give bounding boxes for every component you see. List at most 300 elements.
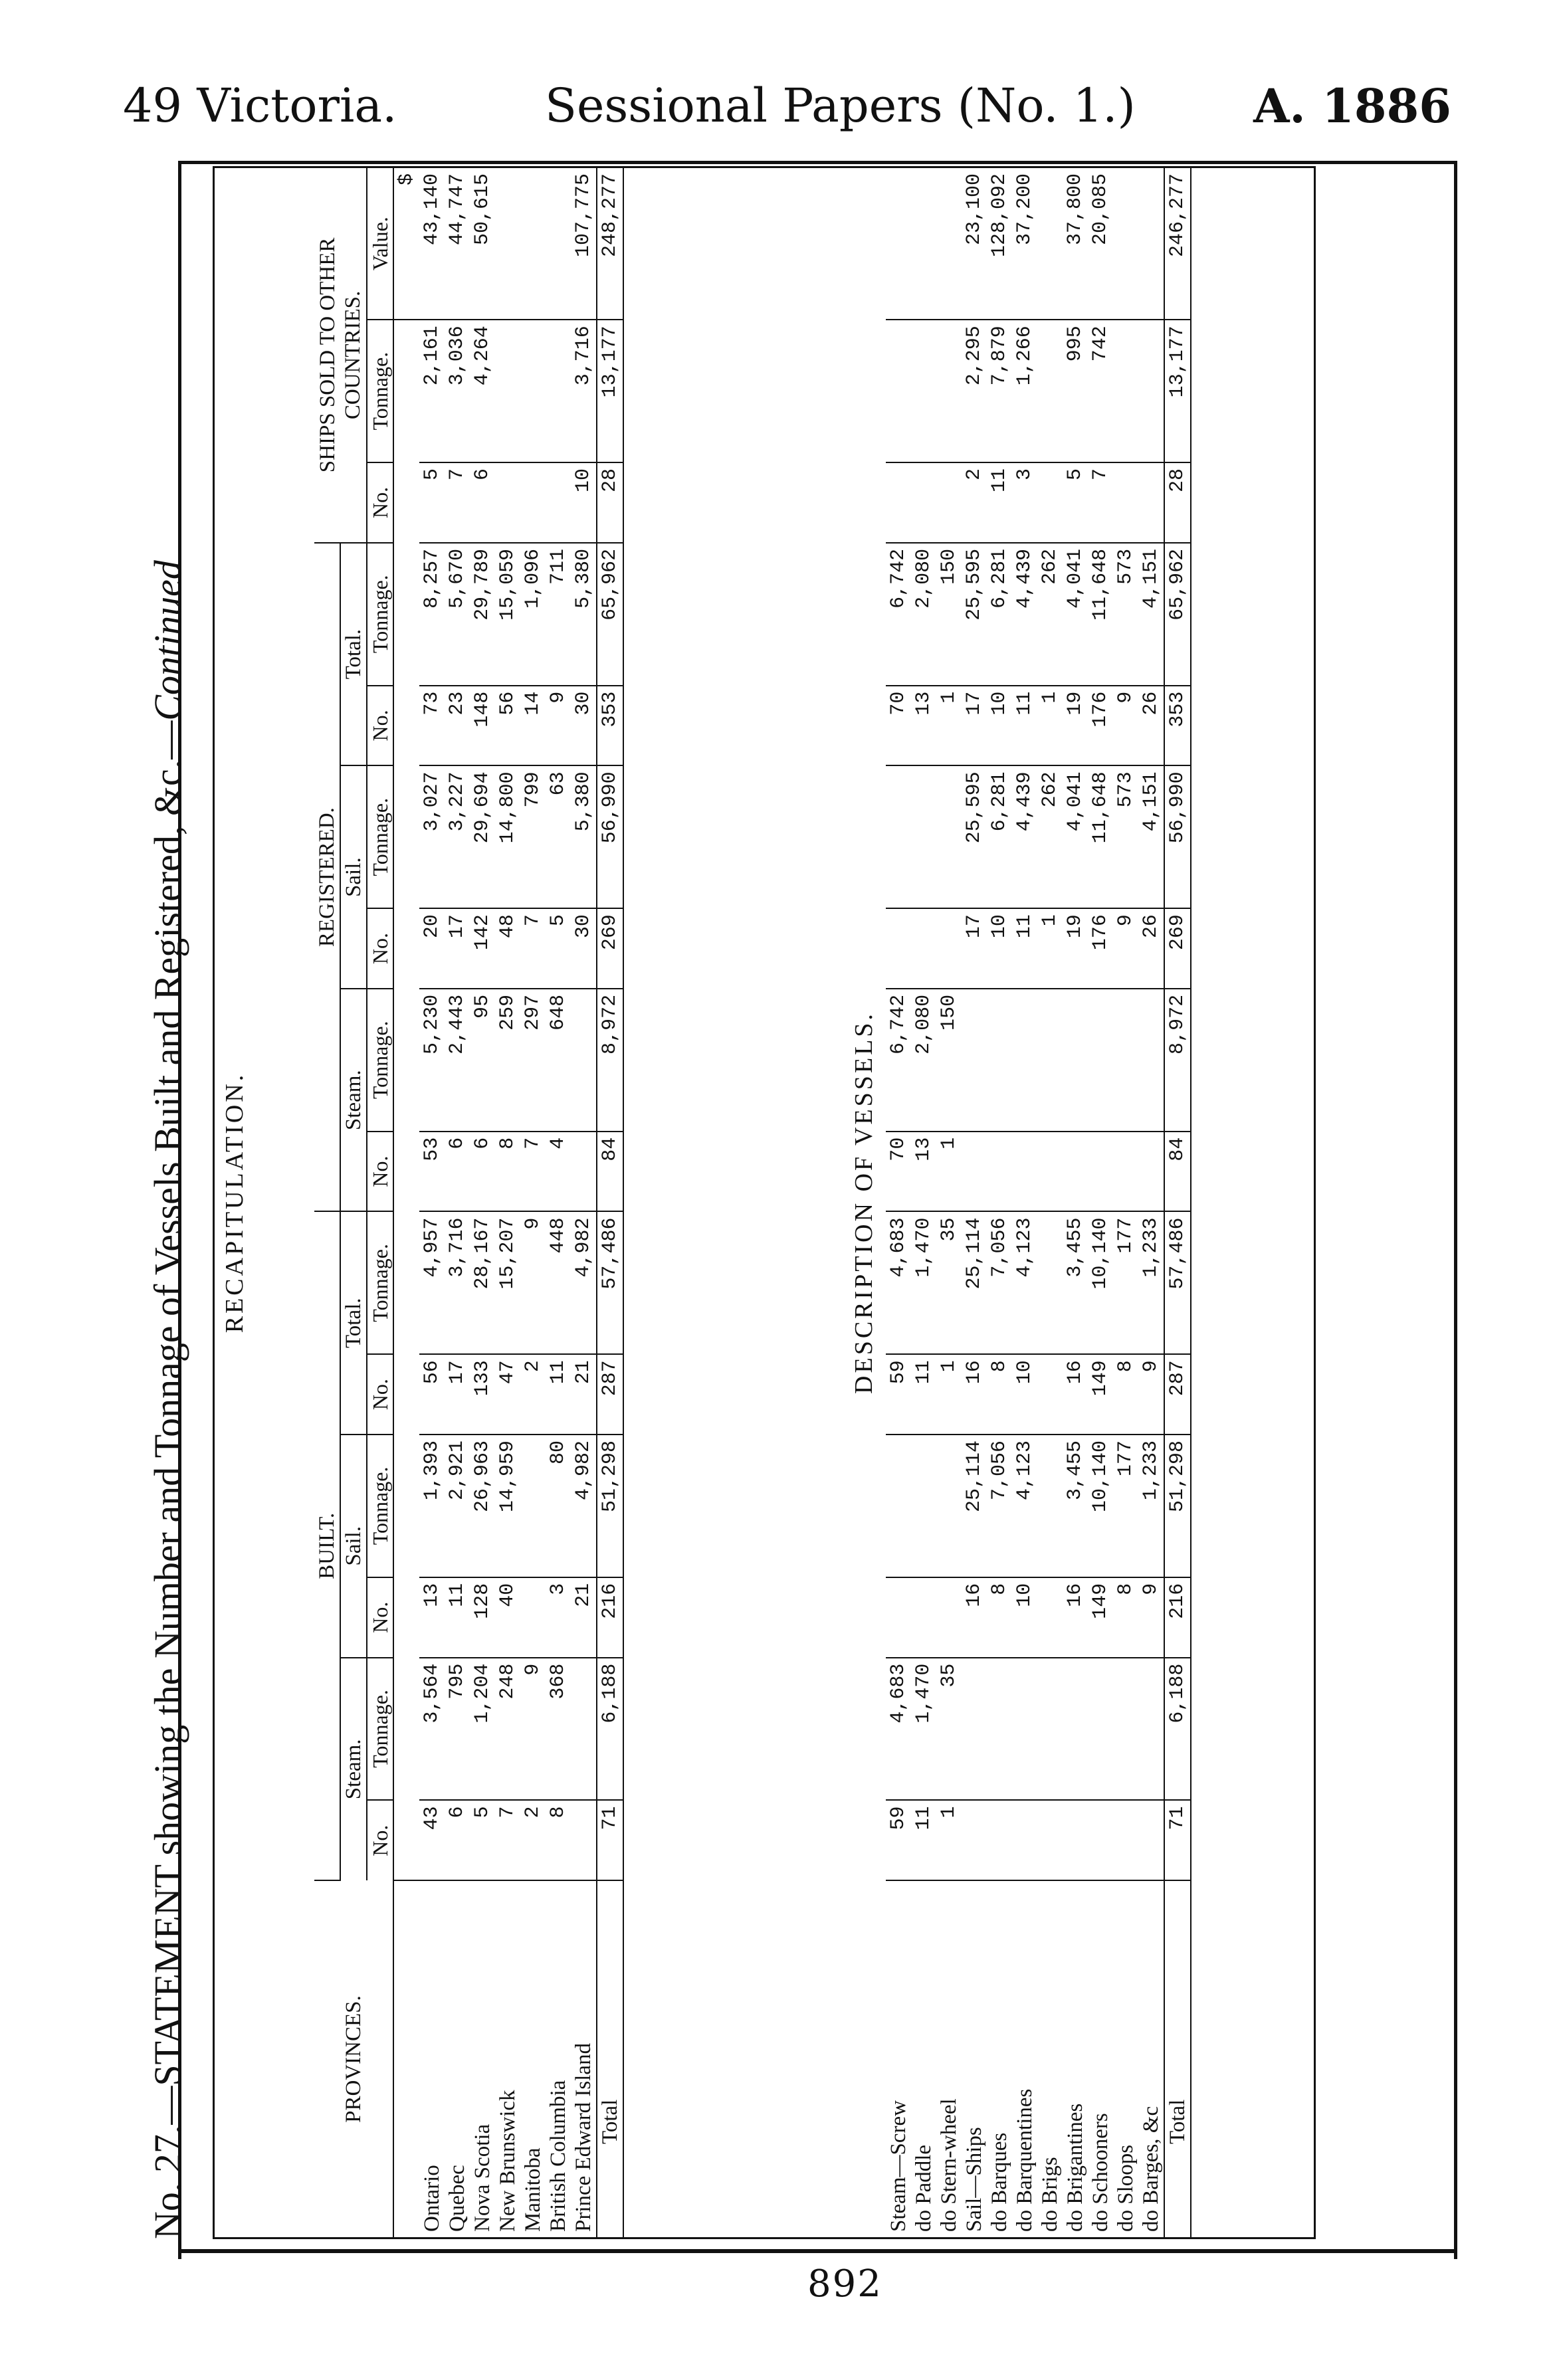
desc-cell: 3 (1012, 462, 1037, 543)
desc-cell: 1 (1037, 686, 1063, 766)
desc-cell: 59 (886, 1354, 911, 1435)
recap-cell: 142 (470, 908, 495, 989)
desc-cell: 995 (1063, 320, 1088, 462)
recap-cell: 2,921 (445, 1435, 470, 1577)
recap-cell: 73 (419, 686, 445, 766)
built-header: BUILT. (314, 1211, 340, 1880)
desc-cell: 25,595 (962, 543, 987, 686)
desc-row-label: do Sloops (1114, 2144, 1138, 2232)
title-continued: Continued (146, 560, 189, 721)
recap-total-cell: 56,990 (597, 765, 623, 908)
desc-cell: 1,470 (911, 1658, 936, 1801)
recap-cell: 10 (571, 462, 597, 543)
recap-cell: 15,207 (495, 1211, 520, 1354)
recap-cell: 13 (419, 1577, 445, 1658)
recap-cell: 2 (520, 1800, 546, 1880)
desc-row (1037, 168, 1063, 2237)
desc-row (1088, 168, 1113, 2237)
recap-cell: 4,957 (419, 1211, 445, 1354)
recap-cell: 4,264 (470, 320, 495, 462)
desc-cell: 742 (1088, 320, 1113, 462)
desc-cell (1138, 989, 1164, 1132)
desc-cell: 10,140 (1088, 1435, 1113, 1577)
desc-cell (1037, 168, 1063, 320)
subheader-tonnage-13: Tonnage. (367, 320, 393, 462)
desc-cell: 25,595 (962, 765, 987, 908)
desc-cell: 37,800 (1063, 168, 1088, 320)
desc-cell (1063, 1658, 1088, 1801)
recap-cell: 7 (520, 908, 546, 989)
desc-cell: 20,085 (1088, 168, 1113, 320)
recap-cell (546, 168, 571, 320)
desc-cell (911, 1577, 936, 1658)
desc-cell: 176 (1088, 908, 1113, 989)
desc-cell: 4,439 (1012, 543, 1037, 686)
desc-cell: 17 (962, 686, 987, 766)
desc-cell: 573 (1113, 765, 1138, 908)
recap-cell (520, 1577, 546, 1658)
recap-cell: 50,615 (470, 168, 495, 320)
desc-cell: 10 (987, 908, 1012, 989)
desc-cell (911, 1435, 936, 1577)
desc-total-row (1164, 168, 1191, 2237)
subheader-no-8: No. (367, 908, 393, 989)
recap-cell: 47 (495, 1354, 520, 1435)
recap-cell: 3,716 (445, 1211, 470, 1354)
recapitulation-title: RECAPITULATION. (221, 1072, 249, 1334)
recap-cell: 48 (495, 908, 520, 989)
desc-cell: 11 (911, 1800, 936, 1880)
desc-cell: 1 (936, 686, 962, 766)
desc-cell: 19 (1063, 908, 1088, 989)
desc-cell: 10,140 (1088, 1211, 1113, 1354)
recap-total-cell: 13,177 (597, 320, 623, 462)
desc-row-label: do Stern-wheel (937, 2098, 961, 2232)
desc-cell (911, 462, 936, 543)
desc-cell (1037, 462, 1063, 543)
title-main: STATEMENT showing the Number and Tonnage of Vessels Built and Registered, &c.— (146, 720, 189, 2086)
built-sail-header: Sail. (340, 1435, 367, 1658)
recap-cell: 8,257 (419, 543, 445, 686)
desc-row (886, 168, 911, 2237)
bottom-rule (178, 2249, 1457, 2253)
desc-total-cell: 28 (1164, 462, 1191, 543)
desc-cell: 70 (886, 1132, 911, 1212)
desc-total-cell: 57,486 (1164, 1211, 1191, 1354)
desc-total-cell: 56,990 (1164, 765, 1191, 908)
recap-cell: 4,982 (571, 1211, 597, 1354)
recap-cell: 4,982 (571, 1435, 597, 1577)
table-frame (213, 166, 1316, 2239)
recap-cell: 29,694 (470, 765, 495, 908)
recap-cell: 21 (571, 1354, 597, 1435)
desc-row (1138, 168, 1164, 2237)
desc-cell: 150 (936, 543, 962, 686)
recap-row-label: Ontario (420, 2165, 444, 2232)
desc-cell (1012, 1800, 1037, 1880)
recap-row-label: Quebec (445, 2165, 469, 2232)
desc-cell (1037, 1132, 1063, 1212)
desc-cell (1063, 1132, 1088, 1212)
desc-cell (936, 1435, 962, 1577)
recap-cell: 9 (520, 1658, 546, 1801)
recap-cell: 44,747 (445, 168, 470, 320)
desc-cell (911, 908, 936, 989)
recap-cell (520, 1435, 546, 1577)
desc-cell (1138, 1132, 1164, 1212)
built-total-header: Total. (340, 1211, 367, 1435)
recap-cell: 648 (546, 989, 571, 1132)
desc-cell (886, 908, 911, 989)
desc-cell: 9 (1113, 686, 1138, 766)
desc-cell (886, 1577, 911, 1658)
recap-row-label: Prince Edward Island (571, 2042, 595, 2232)
recap-total-row (597, 168, 623, 2237)
recap-total-cell: 287 (597, 1354, 623, 1435)
desc-cell (962, 989, 987, 1132)
desc-cell (1037, 1435, 1063, 1577)
recap-row (571, 168, 597, 2237)
desc-cell: 4,151 (1138, 765, 1164, 908)
recap-cell: 9 (546, 686, 571, 766)
recap-cell (495, 168, 520, 320)
desc-cell: 1 (936, 1354, 962, 1435)
desc-cell: 11,648 (1088, 765, 1113, 908)
desc-cell (1037, 320, 1063, 462)
desc-cell: 4,683 (886, 1658, 911, 1801)
desc-cell: 1,233 (1138, 1435, 1164, 1577)
recap-cell: 2 (520, 1354, 546, 1435)
recap-row-label: Manitoba (521, 2147, 545, 2232)
registered-header: REGISTERED. (314, 543, 340, 1212)
desc-cell (886, 462, 911, 543)
desc-cell (1113, 168, 1138, 320)
desc-cell: 4,041 (1063, 765, 1088, 908)
desc-row (911, 168, 936, 2237)
desc-cell: 17 (962, 908, 987, 989)
statement-title (133, 166, 203, 2239)
recap-cell: 5 (546, 908, 571, 989)
desc-cell (1113, 1800, 1138, 1880)
recap-cell: 53 (419, 1132, 445, 1212)
desc-cell (962, 1800, 987, 1880)
desc-cell: 1,233 (1138, 1211, 1164, 1354)
desc-cell: 11,648 (1088, 543, 1113, 686)
desc-cell: 2,295 (962, 320, 987, 462)
desc-cell (1063, 1800, 1088, 1880)
recap-row (495, 168, 520, 2237)
recap-cell: 56 (419, 1354, 445, 1435)
recap-cell: 3,027 (419, 765, 445, 908)
subheader-no-6: No. (367, 1132, 393, 1212)
desc-cell: 4,123 (1012, 1435, 1037, 1577)
desc-cell (1113, 989, 1138, 1132)
recap-cell: 17 (445, 908, 470, 989)
desc-total-cell: 51,298 (1164, 1435, 1191, 1577)
recap-cell (520, 168, 546, 320)
recap-cell: 5,380 (571, 543, 597, 686)
desc-total-cell: 65,962 (1164, 543, 1191, 686)
desc-cell: 4,439 (1012, 765, 1037, 908)
subheader-no-2: No. (367, 1577, 393, 1658)
desc-cell: 8 (1113, 1354, 1138, 1435)
desc-cell (1113, 1132, 1138, 1212)
recap-total-cell: 269 (597, 908, 623, 989)
desc-total-cell: 269 (1164, 908, 1191, 989)
desc-cell: 4,123 (1012, 1211, 1037, 1354)
desc-cell (936, 765, 962, 908)
desc-cell: 35 (936, 1658, 962, 1801)
header-right: A. 1886 (1253, 78, 1451, 134)
desc-cell: 25,114 (962, 1435, 987, 1577)
desc-cell (1037, 989, 1063, 1132)
recap-cell: 29,789 (470, 543, 495, 686)
desc-row-label: do Brigantines (1063, 2103, 1087, 2232)
recap-cell: 56 (495, 686, 520, 766)
registered-sail-header: Sail. (340, 765, 367, 989)
recap-cell: 7 (445, 462, 470, 543)
recap-cell (571, 989, 597, 1132)
desc-cell: 13 (911, 686, 936, 766)
desc-cell (1012, 989, 1037, 1132)
desc-cell: 35 (936, 1211, 962, 1354)
desc-cell: 16 (1063, 1577, 1088, 1658)
desc-total-cell: 8,972 (1164, 989, 1191, 1132)
desc-cell: 9 (1113, 908, 1138, 989)
recap-cell: 6 (445, 1800, 470, 1880)
recap-cell: 5,230 (419, 989, 445, 1132)
desc-cell: 149 (1088, 1577, 1113, 1658)
desc-cell: 7,056 (987, 1435, 1012, 1577)
desc-cell (1037, 1354, 1063, 1435)
recap-total-cell: 57,486 (597, 1211, 623, 1354)
desc-cell: 7,056 (987, 1211, 1012, 1354)
title-prefix: No. 27.— (146, 2086, 189, 2239)
top-rule (178, 161, 1457, 164)
desc-cell (1138, 168, 1164, 320)
desc-cell: 8 (1113, 1577, 1138, 1658)
desc-row-label: Sail—Ships (962, 2127, 986, 2232)
desc-cell (911, 765, 936, 908)
description-table (886, 168, 1191, 2237)
desc-total-cell: 6,188 (1164, 1658, 1191, 1801)
recap-cell: 26,963 (470, 1435, 495, 1577)
recap-cell: 6 (445, 1132, 470, 1212)
recap-cell: 3 (546, 1577, 571, 1658)
built-steam-header: Steam. (340, 1658, 367, 1881)
subheader-no-4: No. (367, 1354, 393, 1435)
recap-cell (546, 462, 571, 543)
recap-cell: 3,227 (445, 765, 470, 908)
recap-cell: 14,959 (495, 1435, 520, 1577)
recap-cell: 4 (546, 1132, 571, 1212)
rotated-table-sheet (133, 166, 1329, 2239)
desc-cell: 10 (1012, 1577, 1037, 1658)
desc-total-cell: 287 (1164, 1354, 1191, 1435)
recap-cell (520, 462, 546, 543)
recap-row-label: British Columbia (546, 2080, 570, 2232)
recap-total-cell: 6,188 (597, 1658, 623, 1801)
desc-cell: 19 (1063, 686, 1088, 766)
recap-cell: 128 (470, 1577, 495, 1658)
desc-total-cell: 246,277 (1164, 168, 1191, 320)
desc-cell: 26 (1138, 908, 1164, 989)
desc-row-label: Steam—Screw (886, 2100, 910, 2232)
desc-cell: 6,281 (987, 543, 1012, 686)
recap-cell (571, 1658, 597, 1801)
desc-cell: 262 (1037, 765, 1063, 908)
desc-cell: 1,266 (1012, 320, 1037, 462)
subheader-no-10: No. (367, 686, 393, 766)
recap-cell: 1,393 (419, 1435, 445, 1577)
desc-cell (987, 1132, 1012, 1212)
desc-cell (1138, 462, 1164, 543)
right-rule (1454, 163, 1457, 2259)
subheader-tonnage-7: Tonnage. (367, 989, 393, 1132)
subheader-no-12: No. (367, 462, 393, 543)
recap-cell (520, 320, 546, 462)
recap-total-cell: 216 (597, 1577, 623, 1658)
description-title: DESCRIPTION OF VESSELS. (850, 1011, 878, 1394)
subheader-tonnage-9: Tonnage. (367, 765, 393, 908)
desc-cell: 70 (886, 686, 911, 766)
recap-cell: 7 (495, 1800, 520, 1880)
recap-total-cell: 65,962 (597, 543, 623, 686)
recap-cell: 711 (546, 543, 571, 686)
header-center: Sessional Papers (No. 1.) (545, 78, 1136, 133)
desc-cell: 6,742 (886, 989, 911, 1132)
recap-cell: 1,096 (520, 543, 546, 686)
recap-cell: 15,059 (495, 543, 520, 686)
recap-cell: 17 (445, 1354, 470, 1435)
recap-cell (546, 320, 571, 462)
desc-row (987, 168, 1012, 2237)
desc-cell (911, 168, 936, 320)
desc-cell: 3,455 (1063, 1435, 1088, 1577)
desc-cell: 177 (1113, 1211, 1138, 1354)
desc-row-label: do Schooners (1088, 2113, 1112, 2232)
desc-cell (1088, 989, 1113, 1132)
desc-cell: 1 (936, 1132, 962, 1212)
recap-cell: 148 (470, 686, 495, 766)
recap-cell: 5 (419, 462, 445, 543)
desc-cell: 177 (1113, 1435, 1138, 1577)
desc-cell: 8 (987, 1354, 1012, 1435)
recap-cell (495, 462, 520, 543)
desc-cell (1012, 1132, 1037, 1212)
recap-cell: 3,716 (571, 320, 597, 462)
desc-cell: 25,114 (962, 1211, 987, 1354)
desc-cell: 11 (1012, 686, 1037, 766)
desc-cell: 16 (962, 1577, 987, 1658)
recap-cell: 11 (546, 1354, 571, 1435)
recap-cell: 3,564 (419, 1658, 445, 1801)
desc-cell (911, 320, 936, 462)
recap-cell: 30 (571, 686, 597, 766)
recap-cell: 8 (495, 1132, 520, 1212)
desc-cell: 13 (911, 1132, 936, 1212)
desc-row-label: do Paddle (912, 2144, 936, 2232)
desc-cell (936, 462, 962, 543)
desc-cell: 11 (987, 462, 1012, 543)
recap-cell: 259 (495, 989, 520, 1132)
recap-cell: 5 (470, 1800, 495, 1880)
desc-cell (936, 908, 962, 989)
recap-cell: 795 (445, 1658, 470, 1801)
recap-row (520, 168, 546, 2237)
recap-cell: 8 (546, 1800, 571, 1880)
subheader-tonnage-1: Tonnage. (367, 1658, 393, 1801)
desc-cell: 37,200 (1012, 168, 1037, 320)
desc-cell: 4,683 (886, 1211, 911, 1354)
desc-total-cell: 216 (1164, 1577, 1191, 1658)
desc-cell: 9 (1138, 1354, 1164, 1435)
recap-row (470, 168, 495, 2237)
desc-cell: 3,455 (1063, 1211, 1088, 1354)
desc-cell (886, 320, 911, 462)
desc-cell: 10 (1012, 1354, 1037, 1435)
recap-cell: 80 (546, 1435, 571, 1577)
recap-cell: 7 (520, 1132, 546, 1212)
desc-cell (936, 168, 962, 320)
desc-cell (1037, 1577, 1063, 1658)
recap-cell: 2,443 (445, 989, 470, 1132)
recap-cell: 448 (546, 1211, 571, 1354)
desc-cell (1113, 320, 1138, 462)
recap-cell: 133 (470, 1354, 495, 1435)
recap-total-cell: 248,277 (597, 168, 623, 320)
recap-total-cell: 353 (597, 686, 623, 766)
desc-cell (987, 989, 1012, 1132)
desc-cell: 128,092 (987, 168, 1012, 320)
desc-cell (962, 1658, 987, 1801)
desc-row (962, 168, 987, 2237)
desc-cell: 59 (886, 1800, 911, 1880)
desc-cell: 6,281 (987, 765, 1012, 908)
recap-cell: 20 (419, 908, 445, 989)
desc-row-label: do Barges, &c (1139, 2106, 1163, 2232)
desc-cell: 16 (962, 1354, 987, 1435)
desc-cell (1037, 1658, 1063, 1801)
recap-cell: 21 (571, 1577, 597, 1658)
recap-cell: 107,775 (571, 168, 597, 320)
recap-total-label: Total (597, 1880, 623, 2237)
desc-cell: 7,879 (987, 320, 1012, 462)
desc-cell: 16 (1063, 1354, 1088, 1435)
recap-cell: 799 (520, 765, 546, 908)
desc-cell: 2 (962, 462, 987, 543)
desc-cell (987, 1658, 1012, 1801)
desc-total-cell: 84 (1164, 1132, 1191, 1212)
registered-steam-header: Steam. (340, 989, 367, 1212)
provinces-header: PROVINCES. (314, 1880, 393, 2237)
subheader-tonnage-5: Tonnage. (367, 1211, 393, 1354)
desc-total-cell: 353 (1164, 686, 1191, 766)
desc-cell (936, 1577, 962, 1658)
desc-cell: 573 (1113, 543, 1138, 686)
page-number: 892 (807, 2262, 882, 2306)
recap-cell (571, 1800, 597, 1880)
desc-cell (1037, 1800, 1063, 1880)
desc-cell: 4,041 (1063, 543, 1088, 686)
desc-cell: 9 (1138, 1577, 1164, 1658)
recap-cell (571, 1132, 597, 1212)
desc-row (1113, 168, 1138, 2237)
desc-row-label: do Brigs (1038, 2157, 1062, 2232)
recap-cell: 40 (495, 1577, 520, 1658)
recap-cell: 30 (571, 908, 597, 989)
recap-cell: 248 (495, 1658, 520, 1801)
